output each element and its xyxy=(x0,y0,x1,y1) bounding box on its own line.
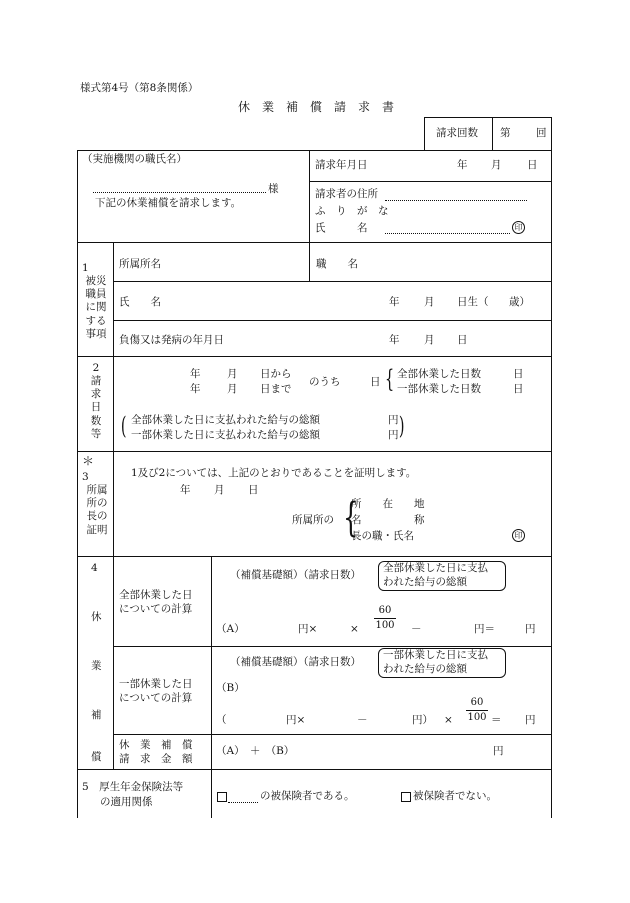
injury-date-label: 負傷又は発病の年月日 xyxy=(119,334,224,346)
form-id: 様式第4号（第8条関係） xyxy=(80,82,199,94)
employee-name-label: 氏 名 xyxy=(119,296,161,308)
furigana-label: ふ り が な xyxy=(315,205,389,217)
brace-icon: { xyxy=(385,365,395,393)
frame-right-border xyxy=(551,150,552,818)
brace-icon: { xyxy=(343,495,359,541)
frame-left-border xyxy=(77,150,78,818)
dept-label: 所属所名 xyxy=(119,258,161,270)
page-title: 休 業 補 償 請 求 書 xyxy=(238,100,395,114)
address-label: 請求者の住所 xyxy=(315,188,378,200)
request-text: 下記の休業補償を請求します。 xyxy=(95,197,242,209)
fraction-60-100: 60 100 xyxy=(467,697,487,723)
total-formula: （A） ＋ （B） xyxy=(216,745,295,757)
requester-name-label: 氏 名 xyxy=(315,222,368,234)
section2-side-label: 2 請 求 日 数 等 xyxy=(90,362,102,440)
seal-icon: 印 xyxy=(512,529,525,542)
section1-side-label: 1 被災 職員 に関 する 事項 xyxy=(82,262,107,340)
fraction-60-100: 60 100 xyxy=(375,605,395,631)
section3-side-label: 3 所属 所の 長の 証明 xyxy=(82,471,108,536)
insured-checkbox[interactable] xyxy=(217,792,227,802)
certification-text: 1及び2については、上記のとおりであることを証明します。 xyxy=(131,467,417,479)
brace-icon: ( xyxy=(120,412,127,440)
position-label: 職 名 xyxy=(316,258,358,270)
request-count-label: 請求回数 xyxy=(436,127,478,139)
brace-icon: ) xyxy=(398,412,405,440)
seal-icon: 印 xyxy=(512,221,525,234)
not-insured-checkbox[interactable] xyxy=(401,792,411,802)
agency-label: （実施機関の職氏名） xyxy=(82,153,187,165)
request-date-label: 請求年月日 xyxy=(315,159,368,171)
